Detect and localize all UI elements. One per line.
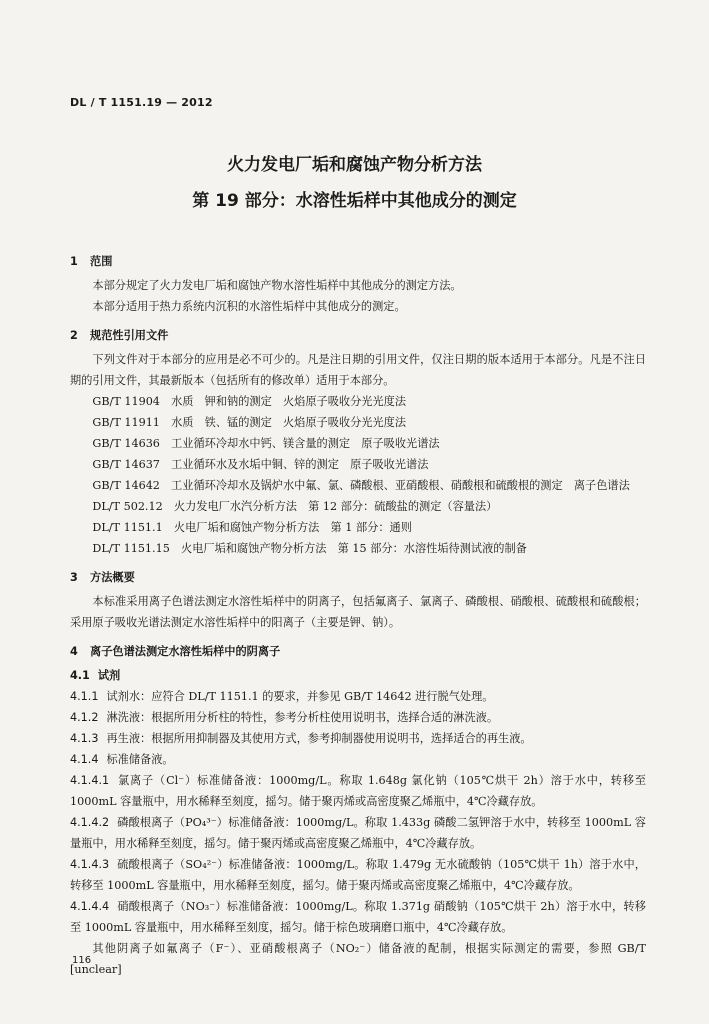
section-3-heading: [70, 567, 646, 588]
clause-item: [70, 707, 646, 728]
paragraph: 本标准采用离子色谱法测定水溶性垢样中的阴离子，包括氟离子、氯离子、磷酸根、硝酸根、硫酸根和硫酸根；采用原子吸收光谱法测定水溶性垢样中的阳离子（主要是钾、钠）。: [70, 595, 646, 629]
document-body: [70, 251, 646, 980]
clause-item: [70, 812, 646, 854]
clause-item: [70, 854, 646, 896]
clause-item: [70, 686, 646, 707]
subsection-title: 试剂: [97, 669, 121, 682]
paragraph: 下列文件对于本部分的应用是必不可少的。凡是注日期的引用文件，仅注日期的版本适用于本部分。凡是不注日期的引用文件，其最新版本（包括所有的修改单）适用于本部分。: [70, 353, 646, 387]
clause-item: [70, 749, 646, 770]
clause-text: 淋洗液：根据所用分析柱的特性，参考分析柱使用说明书，选择合适的淋洗液。: [106, 711, 499, 724]
clause-number: 4.1.1: [70, 690, 99, 703]
clause-text: 再生液：根据所用抑制器及其使用方式，参考抑制器使用说明书，选择适合的再生液。: [106, 732, 532, 745]
reference-item: GB/T 11911 水质 铁、锰的测定 火焰原子吸收分光光度法: [92, 416, 407, 429]
section-number: 2: [70, 329, 78, 342]
clause-text: 标准储备液。: [106, 753, 174, 766]
clause-number: 4.1.4.3: [70, 858, 110, 871]
clause-number: 4.1.2: [70, 711, 99, 724]
subsection-number: 4.1: [70, 669, 90, 682]
section-number: 3: [70, 571, 78, 584]
page-number: 116: [72, 955, 92, 966]
clause-number: 4.1.4.4: [70, 900, 110, 913]
reference-item: GB/T 14642 工业循环冷却水及锅炉水中氟、氯、磷酸根、亚硝酸根、硝酸根和硫酸根的测定 离子色谱法: [92, 479, 630, 492]
clause-text: 氯离子（Cl⁻）标准储备液：1000mg/L。称取 1.648g 氯化钠（105℃烘干 2h）溶于水中，转移至 1000mL 容量瓶中，用水稀释至刻度，摇匀。储于聚丙烯或高密度聚乙烯瓶中，4℃冷藏存放。: [70, 774, 646, 808]
clause-item: [70, 896, 646, 938]
reference-item: GB/T 14636 工业循环冷却水中钙、镁含量的测定 原子吸收光谱法: [92, 437, 440, 450]
clause-number: 4.1.4.2: [70, 816, 110, 829]
reference-item: DL/T 1151.1 火电厂垢和腐蚀产物分析方法 第 1 部分：通则: [92, 521, 412, 534]
section-4-heading: [70, 641, 646, 662]
clause-number: 4.1.4: [70, 753, 99, 766]
section-title: 范围: [90, 255, 113, 268]
standard-header: DL / T 1151.19 — 2012: [70, 96, 213, 109]
subsection-4-1-heading: [70, 665, 646, 686]
document-title-line-1: 火力发电厂垢和腐蚀产物分析方法: [227, 155, 482, 175]
clause-text: 硫酸根离子（SO₄²⁻）标准储备液：1000mg/L。称取 1.479g 无水硫酸钠（105℃烘干 1h）溶于水中，转移至 1000mL 容量瓶中，用水稀释至刻度，摇匀。储于聚丙烯或高密度聚乙烯瓶中，4℃冷藏存放。: [70, 858, 646, 892]
clause-number: 4.1.4.1: [70, 774, 110, 787]
document-title-line-2: 第 19 部分：水溶性垢样中其他成分的测定: [192, 191, 517, 211]
paragraph: 本部分规定了火力发电厂垢和腐蚀产物水溶性垢样中其他成分的测定方法。: [92, 279, 462, 292]
paragraph: 其他阴离子如氟离子（F⁻）、亚硝酸根离子（NO₂⁻）储备液的配制，根据实际测定的需要，参照 GB/T [unclear]: [70, 942, 646, 976]
reference-item: DL/T 1151.15 火电厂垢和腐蚀产物分析方法 第 15 部分：水溶性垢待测试液的制备: [92, 542, 527, 555]
clause-number: 4.1.3: [70, 732, 99, 745]
reference-item: GB/T 14637 工业循环水及水垢中铜、锌的测定 原子吸收光谱法: [92, 458, 429, 471]
section-1-heading: [70, 251, 646, 272]
reference-item: GB/T 11904 水质 钾和钠的测定 火焰原子吸收分光光度法: [92, 395, 407, 408]
section-number: 1: [70, 255, 78, 268]
clause-item: [70, 728, 646, 749]
section-number: 4: [70, 645, 78, 658]
clause-text: 试剂水：应符合 DL/T 1151.1 的要求，并参见 GB/T 14642 进行脱气处理。: [106, 690, 494, 703]
section-2-heading: [70, 325, 646, 346]
paragraph: 本部分适用于热力系统内沉积的水溶性垢样中其他成分的测定。: [92, 300, 406, 313]
clause-item: [70, 770, 646, 812]
clause-text: 磷酸根离子（PO₄³⁻）标准储备液：1000mg/L。称取 1.433g 磷酸二氢钾溶于水中，转移至 1000mL 容量瓶中，用水稀释至刻度，摇匀。储于聚丙烯或高密度聚乙烯瓶中，4℃冷藏存放。: [70, 816, 646, 850]
section-title: 离子色谱法测定水溶性垢样中的阴离子: [90, 645, 281, 658]
clause-text: 硝酸根离子（NO₃⁻）标准储备液：1000mg/L。称取 1.371g 硝酸钠（105℃烘干 2h）溶于水中，转移至 1000mL 容量瓶中，用水稀释至刻度，摇匀。储于棕色玻璃磨口瓶中，4℃冷藏存放。: [70, 900, 646, 934]
section-title: 规范性引用文件: [90, 329, 169, 342]
section-title: 方法概要: [90, 571, 135, 584]
reference-item: DL/T 502.12 火力发电厂水汽分析方法 第 12 部分：硫酸盐的测定（容量法）: [92, 500, 498, 513]
